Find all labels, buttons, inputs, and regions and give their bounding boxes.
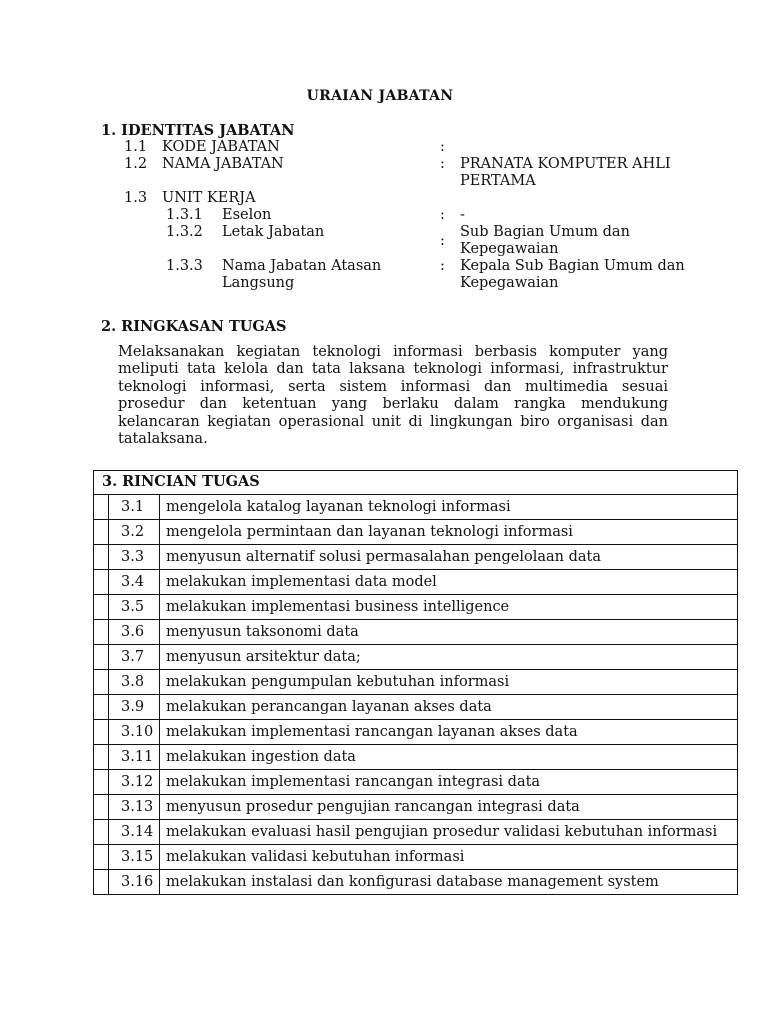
task-description: melakukan instalasi dan konfigurasi database management system [160, 870, 738, 895]
task-number: 3.3 [109, 545, 160, 570]
section-identitas-heading: 1. IDENTITAS JABATAN [101, 122, 295, 139]
table-row [94, 570, 738, 595]
unit-kerja-num: 1.3 [124, 190, 148, 206]
task-description: menyusun arsitektur data; [160, 645, 738, 670]
atasan-value-line1: Kepala Sub Bagian Umum dan [460, 258, 685, 274]
task-number: 3.5 [109, 595, 160, 620]
table-row [94, 845, 738, 870]
row-indent-cell [94, 820, 109, 845]
table-row [94, 495, 738, 520]
nama-jabatan-value-line1: PRANATA KOMPUTER AHLI [460, 156, 671, 172]
row-indent-cell [94, 520, 109, 545]
task-number: 3.6 [109, 620, 160, 645]
row-indent-cell [94, 845, 109, 870]
section-ringkasan-heading: 2. RINGKASAN TUGAS [101, 318, 287, 335]
row-indent-cell [94, 720, 109, 745]
atasan-label-line2: Langsung [222, 275, 295, 291]
row-indent-cell [94, 670, 109, 695]
table-row [94, 770, 738, 795]
task-number: 3.11 [109, 745, 160, 770]
row-indent-cell [94, 570, 109, 595]
ringkasan-paragraph: Melaksanakan kegiatan teknologi informasi berbasis komputer yang meliputi tata kelola dan tata laksana teknologi informasi, infrastruktur teknologi informasi, serta sistem informasi dan multimedia sesuai prosedur dan ketentuan yang berlaku dalam rangka mendukung kelancaran kegiatan operasional unit di lingkungan biro organisasi dan tatalaksana. [118, 344, 668, 448]
eselon-separator: : [440, 207, 445, 223]
table-row [94, 595, 738, 620]
task-description: melakukan pengumpulan kebutuhan informasi [160, 670, 738, 695]
table-row [94, 670, 738, 695]
task-description: melakukan perancangan layanan akses data [160, 695, 738, 720]
table-row [94, 870, 738, 895]
row-indent-cell [94, 870, 109, 895]
nama-jabatan-value-line2: PERTAMA [460, 173, 536, 189]
atasan-label-line1: Nama Jabatan Atasan [222, 258, 382, 274]
task-number: 3.16 [109, 870, 160, 895]
letak-jabatan-num: 1.3.2 [166, 224, 203, 240]
kode-jabatan-separator: : [440, 139, 445, 155]
table-row [94, 795, 738, 820]
table-row [94, 820, 738, 845]
section-rincian-heading: 3. RINCIAN TUGAS [94, 471, 738, 495]
task-number: 3.12 [109, 770, 160, 795]
task-number: 3.10 [109, 720, 160, 745]
task-description: menyusun alternatif solusi permasalahan pengelolaan data [160, 545, 738, 570]
task-description: mengelola permintaan dan layanan teknologi informasi [160, 520, 738, 545]
task-number: 3.7 [109, 645, 160, 670]
atasan-separator: : [440, 258, 445, 274]
letak-jabatan-value-line2: Kepegawaian [460, 241, 559, 257]
kode-jabatan-num: 1.1 [124, 139, 148, 155]
task-number: 3.13 [109, 795, 160, 820]
row-indent-cell [94, 495, 109, 520]
atasan-value-line2: Kepegawaian [460, 275, 559, 291]
rincian-tugas-table [93, 470, 738, 895]
letak-jabatan-label: Letak Jabatan [222, 224, 325, 240]
table-row [94, 645, 738, 670]
table-row [94, 720, 738, 745]
row-indent-cell [94, 745, 109, 770]
task-description: melakukan implementasi business intelligence [160, 595, 738, 620]
eselon-value: - [460, 207, 465, 223]
task-description: melakukan implementasi data model [160, 570, 738, 595]
row-indent-cell [94, 695, 109, 720]
document-title: URAIAN JABATAN [306, 88, 454, 104]
row-indent-cell [94, 595, 109, 620]
task-number: 3.8 [109, 670, 160, 695]
table-row [94, 620, 738, 645]
kode-jabatan-label: KODE JABATAN [162, 139, 280, 155]
task-number: 3.1 [109, 495, 160, 520]
eselon-label: Eselon [222, 207, 272, 223]
table-row [94, 695, 738, 720]
eselon-num: 1.3.1 [166, 207, 203, 223]
atasan-num: 1.3.3 [166, 258, 203, 274]
task-description: menyusun prosedur pengujian rancangan integrasi data [160, 795, 738, 820]
row-indent-cell [94, 770, 109, 795]
task-number: 3.15 [109, 845, 160, 870]
row-indent-cell [94, 620, 109, 645]
task-number: 3.9 [109, 695, 160, 720]
row-indent-cell [94, 545, 109, 570]
task-number: 3.4 [109, 570, 160, 595]
row-indent-cell [94, 795, 109, 820]
task-description: menyusun taksonomi data [160, 620, 738, 645]
row-indent-cell [94, 645, 109, 670]
letak-jabatan-value-line1: Sub Bagian Umum dan [460, 224, 630, 240]
letak-jabatan-separator: : [440, 233, 445, 249]
unit-kerja-label: UNIT KERJA [162, 190, 256, 206]
task-number: 3.2 [109, 520, 160, 545]
task-description: melakukan implementasi rancangan layanan akses data [160, 720, 738, 745]
nama-jabatan-num: 1.2 [124, 156, 148, 172]
table-row [94, 745, 738, 770]
table-header-row [94, 471, 738, 495]
task-description: melakukan ingestion data [160, 745, 738, 770]
nama-jabatan-separator: : [440, 156, 445, 172]
task-description: melakukan evaluasi hasil pengujian prosedur validasi kebutuhan informasi [160, 820, 738, 845]
nama-jabatan-label: NAMA JABATAN [162, 156, 284, 172]
task-description: mengelola katalog layanan teknologi informasi [160, 495, 738, 520]
task-number: 3.14 [109, 820, 160, 845]
table-row [94, 520, 738, 545]
task-description: melakukan validasi kebutuhan informasi [160, 845, 738, 870]
task-description: melakukan implementasi rancangan integrasi data [160, 770, 738, 795]
table-row [94, 545, 738, 570]
